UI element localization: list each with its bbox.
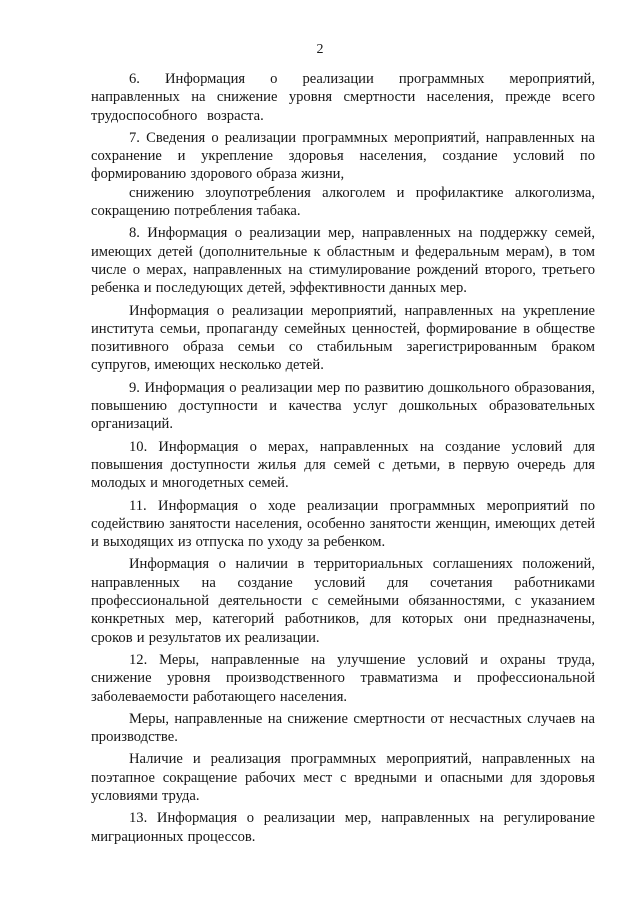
paragraph-item-8: 8. Информация о реализации мер, направленных на поддержку семей, имеющих детей (дополнительные к областным и федеральным мерам), в том числе о мерах, направленных на стимулирование рождений второго, третьего ребенка и последующих детей, эффективности данных мер.: [91, 225, 595, 297]
paragraph-accident-mortality: Меры, направленные на снижение смертности от несчастных случаев на производстве.: [91, 710, 595, 746]
paragraph-item-7-continuation: снижению злоупотребления алкоголем и профилактике алкоголизма, сокращению потребления табака.: [91, 184, 595, 220]
page-number: 2: [316, 42, 324, 57]
paragraph-item-11: 11. Информация о ходе реализации программных мероприятий по содействию занятости населения, особенно занятости женщин, имеющих детей и выходящих из отпуска по уходу за ребенком.: [91, 497, 595, 551]
paragraph-item-9: 9. Информация о реализации мер по развитию дошкольного образования, повышению доступности и качества услуг дошкольных образовательных организаций.: [91, 379, 595, 433]
document-body: [91, 70, 595, 846]
paragraph-item-13: 13. Информация о реализации мер, направленных на регулирование миграционных процессов.: [91, 810, 595, 845]
paragraph-item-10: 10. Информация о мерах, направленных на создание условий для повышения доступности жилья для семей с детьми, в первую очередь для молодых и многодетных семей.: [91, 438, 595, 492]
paragraph-item-7: 7. Сведения о реализации программных мероприятий, направленных на сохранение и укрепление здоровья населения, создание условий по формированию здорового образа жизни,: [91, 129, 595, 183]
paragraph-item-12: 12. Меры, направленные на улучшение условий и охраны труда, снижение уровня производственного травматизма и профессиональной заболеваемости работающего населения.: [91, 651, 595, 705]
paragraph-item-6: 6. Информация о реализации программных мероприятий, направленных на снижение уровня смертности населения, прежде всего трудоспособного возраста.: [91, 71, 595, 124]
paragraph-family-institute: Информация о реализации мероприятий, направленных на укрепление института семьи, пропаганду семейных ценностей, формирование в обществе позитивного образа семьи со стабильным зарегистрированным браком супругов, имеющих несколько детей.: [91, 302, 595, 374]
paragraph-territorial-agreements: Информация о наличии в территориальных соглашениях положений, направленных на создание условий для сочетания работниками профессиональной деятельности с семейными обязанностями, с указанием конкретных мер, категорий работников, для которых они предназначены, сроков и результатов их реализации.: [91, 556, 595, 646]
paragraph-hazardous-workplaces: Наличие и реализация программных мероприятий, направленных на поэтапное сокращение рабочих мест с вредными и опасными для здоровья условиями труда.: [91, 751, 595, 804]
